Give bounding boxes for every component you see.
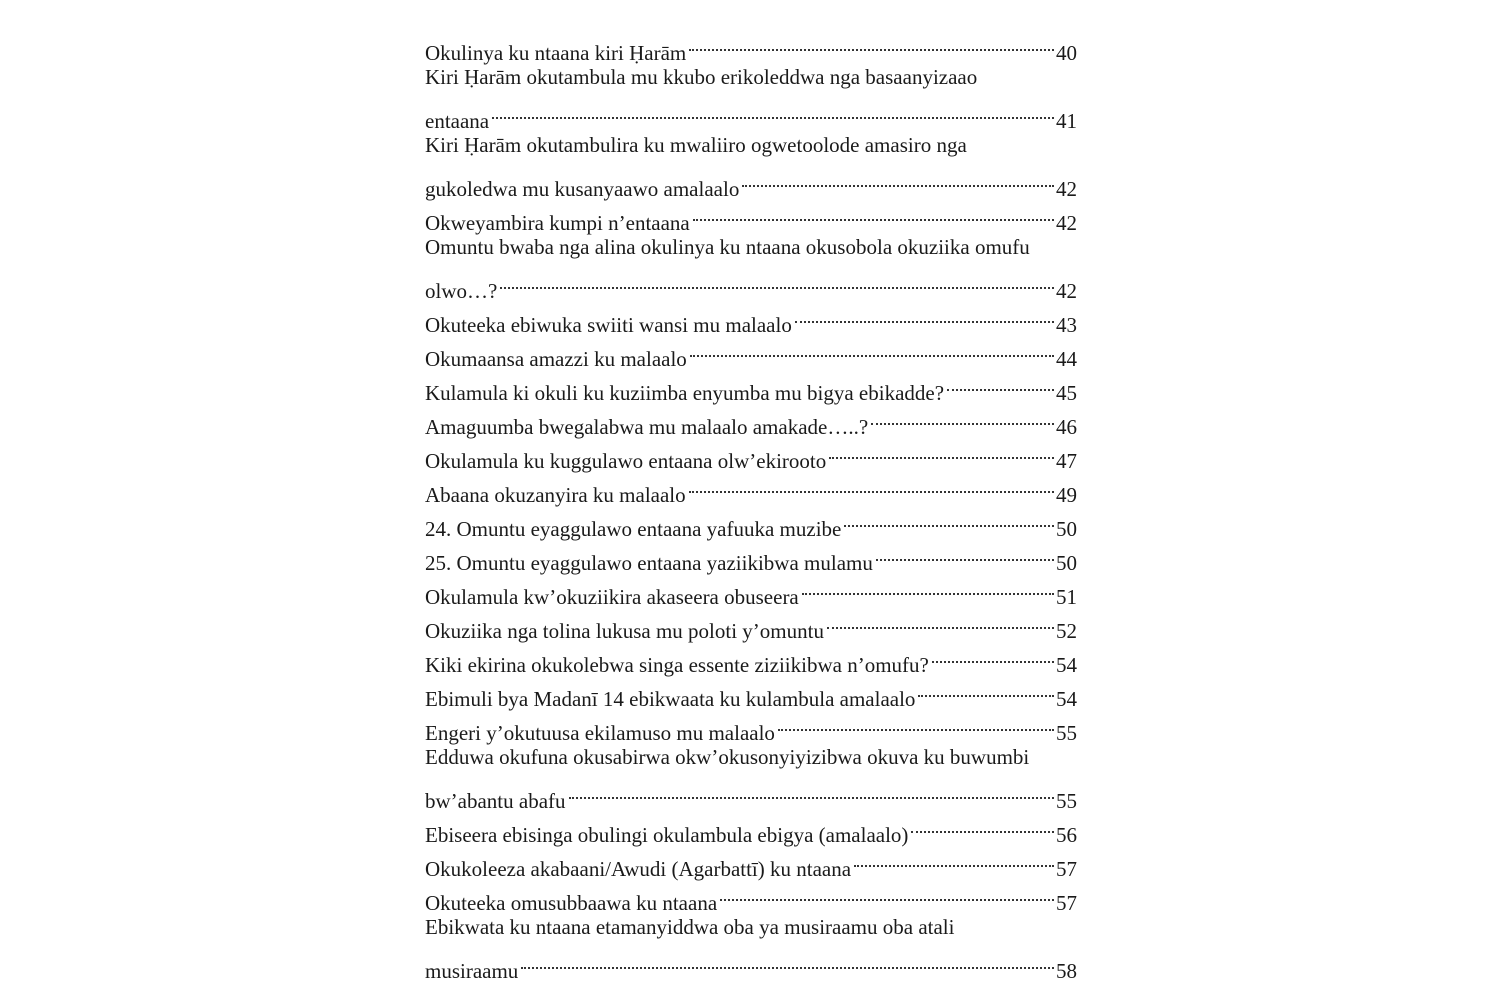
toc-page-number: 42 — [1056, 279, 1077, 303]
dot-leader — [871, 400, 1054, 434]
toc-entry-title: Okulamula kw’okuziikira akaseera obuseera — [425, 585, 799, 609]
toc-page-number: 43 — [1056, 313, 1077, 337]
toc-entry-title: bw’abantu abafu — [425, 789, 566, 813]
toc-entry-title: Okuteeka omusubbaawa ku ntaana — [425, 891, 718, 915]
toc-entry-title: entaana — [425, 109, 490, 133]
toc-page-number: 40 — [1056, 41, 1077, 65]
dot-leader — [690, 332, 1054, 366]
toc-page-number: 50 — [1056, 551, 1077, 575]
toc-entry-title: Okulamula ku kuggulawo entaana olw’ekirooto — [425, 449, 827, 473]
toc-entry-title: Engeri y’okutuusa ekilamuso mu malaalo — [425, 721, 775, 745]
dot-leader — [911, 808, 1054, 842]
toc-entry[interactable] — [425, 26, 1077, 65]
dot-leader — [693, 196, 1054, 230]
toc-entry[interactable] — [425, 128, 1077, 201]
toc-page-number: 42 — [1056, 211, 1077, 235]
dot-leader — [947, 366, 1054, 400]
toc-entry-title: Okuziika nga tolina lukusa mu poloti y’omuntu — [425, 619, 824, 643]
toc-entry-line — [425, 230, 1077, 264]
toc-page-number: 47 — [1056, 449, 1077, 473]
toc-entry-title: Okumaansa amazzi ku malaalo — [425, 347, 687, 371]
toc-page-number: 41 — [1056, 109, 1077, 133]
dot-leader — [778, 706, 1054, 740]
dot-leader — [844, 502, 1054, 536]
toc-entry-title: Kiri Ḥarām okutambula mu kkubo erikoleddwa nga basaanyizaao — [425, 65, 978, 89]
toc-page-number: 57 — [1056, 857, 1077, 881]
toc-entry-line — [425, 26, 1077, 65]
dot-leader — [932, 638, 1054, 672]
toc-entry[interactable] — [425, 60, 1077, 133]
toc-page-number: 49 — [1056, 483, 1077, 507]
dot-leader — [492, 94, 1054, 128]
toc-entry-title: 24. Omuntu eyaggulawo entaana yafuuka muzibe — [425, 517, 842, 541]
toc-entry[interactable] — [425, 230, 1077, 303]
toc-entry-title: Ebikwata ku ntaana etamanyiddwa oba ya musiraamu oba atali — [425, 915, 955, 939]
toc-entry[interactable] — [425, 298, 1077, 337]
toc-entry-title: 25. Omuntu eyaggulawo entaana yaziikibwa mulamu — [425, 551, 873, 575]
dot-leader — [918, 672, 1054, 706]
toc-entry[interactable] — [425, 910, 1077, 983]
toc-entry-title: Okulinya ku ntaana kiri Ḥarām — [425, 41, 687, 65]
toc-page-number: 54 — [1056, 687, 1077, 711]
toc-entry-title: gukoledwa mu kusanyaawo amalaalo — [425, 177, 740, 201]
dot-leader — [876, 536, 1054, 570]
toc-page-number: 55 — [1056, 721, 1077, 745]
toc-entry-line — [425, 944, 1077, 983]
toc-entry-title: Edduwa okufuna okusabirwa okw’okusonyiyizibwa okuva ku buwumbi — [425, 745, 1030, 769]
toc-entry-line — [425, 60, 1077, 94]
toc-entry-title: Kiki ekirina okukolebwa singa essente ziziikibwa n’omufu? — [425, 653, 929, 677]
dot-leader — [854, 842, 1054, 876]
toc-entry-title: Ebiseera ebisinga obulingi okulambula ebigya (amalaalo) — [425, 823, 909, 847]
toc-entry-title: Okukoleeza akabaani/Awudi (Agarbattī) ku ntaana — [425, 857, 852, 881]
toc-entry-title: Omuntu bwaba nga alina okulinya ku ntaana okusobola okuziika omufu — [425, 235, 1030, 259]
dot-leader — [742, 162, 1054, 196]
toc-entry[interactable] — [425, 740, 1077, 813]
table-of-contents — [425, 26, 1077, 983]
toc-entry-line — [425, 774, 1077, 813]
toc-page-number: 51 — [1056, 585, 1077, 609]
toc-page-number: 42 — [1056, 177, 1077, 201]
toc-page-number: 52 — [1056, 619, 1077, 643]
dot-leader — [689, 26, 1054, 60]
toc-page-number: 56 — [1056, 823, 1077, 847]
toc-entry-line — [425, 162, 1077, 201]
dot-leader — [795, 298, 1054, 332]
toc-page-number: 57 — [1056, 891, 1077, 915]
toc-entry-title: Kiri Ḥarām okutambulira ku mwaliiro ogwetoolode amasiro nga — [425, 133, 967, 157]
toc-entry-title: Kulamula ki okuli ku kuziimba enyumba mu bigya ebikadde? — [425, 381, 945, 405]
toc-entry-line — [425, 94, 1077, 133]
toc-page-number: 44 — [1056, 347, 1077, 371]
dot-leader — [829, 434, 1054, 468]
toc-entry-title: Amaguumba bwegalabwa mu malaalo amakade…..? — [425, 415, 869, 439]
dot-leader — [827, 604, 1054, 638]
toc-entry-line — [425, 128, 1077, 162]
toc-entry-line — [425, 298, 1077, 337]
toc-entry-title: Okuteeka ebiwuka swiiti wansi mu malaalo — [425, 313, 792, 337]
dot-leader — [720, 876, 1054, 910]
dot-leader — [521, 944, 1054, 978]
toc-entry-title: musiraamu — [425, 959, 519, 983]
toc-page-number: 46 — [1056, 415, 1077, 439]
dot-leader — [569, 774, 1054, 808]
toc-entry-title: Ebimuli bya Madanī 14 ebikwaata ku kulambula amalaalo — [425, 687, 916, 711]
toc-entry-title: Abaana okuzanyira ku malaalo — [425, 483, 686, 507]
toc-page-number: 50 — [1056, 517, 1077, 541]
toc-entry-line — [425, 910, 1077, 944]
toc-page-number: 45 — [1056, 381, 1077, 405]
toc-page-number: 55 — [1056, 789, 1077, 813]
dot-leader — [689, 468, 1054, 502]
dot-leader — [802, 570, 1054, 604]
toc-page-number: 54 — [1056, 653, 1077, 677]
toc-entry-title: Okweyambira kumpi n’entaana — [425, 211, 690, 235]
toc-page-number: 58 — [1056, 959, 1077, 983]
toc-entry-line — [425, 264, 1077, 303]
toc-entry-line — [425, 740, 1077, 774]
toc-entry-title: olwo…? — [425, 279, 498, 303]
dot-leader — [500, 264, 1054, 298]
